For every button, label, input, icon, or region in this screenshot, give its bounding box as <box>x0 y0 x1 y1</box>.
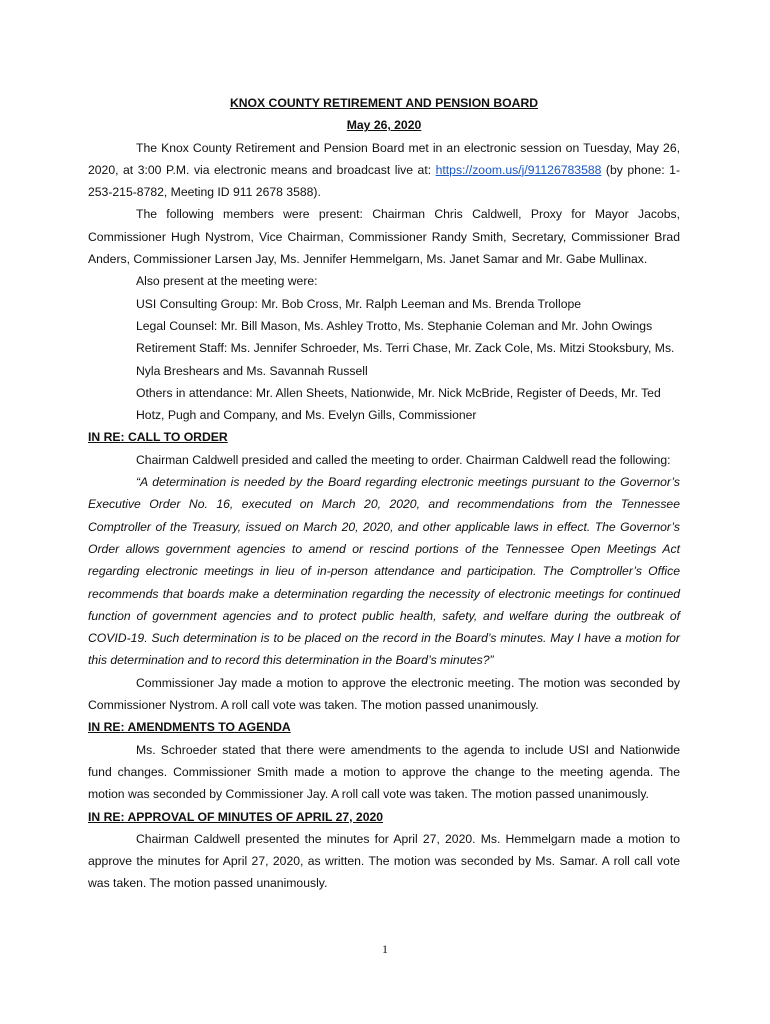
heading-call-to-order: IN RE: CALL TO ORDER <box>88 430 228 445</box>
heading-approval-of-minutes: IN RE: APPROVAL OF MINUTES OF APRIL 27, 2020 <box>88 809 384 824</box>
also-present-intro: Also present at the meeting were: <box>136 274 318 289</box>
document-page <box>88 92 680 895</box>
minutes-paragraph: Chairman Caldwell presented the minutes for April 27, 2020. Ms. Hemmelgarn made a motion to approve the minutes for April 27, 2020, as written. The motion was seconded by Ms. Samar. A roll call vote was taken. The motion passed unanimously. <box>88 831 680 891</box>
page-number: 1 <box>382 942 388 956</box>
members-present-paragraph: The following members were present: Chairman Chris Caldwell, Proxy for Mayor Jacobs, Commissioner Hugh Nystrom, Vice Chairman, Commissioner Randy Smith, Secretary, Commissioner Brad Anders, Commissioner Larsen Jay, Ms. Jennifer Hemmelgarn, Ms. Janet Samar and Mr. Gabe Mullinax. <box>88 207 680 267</box>
determination-quote: “A determination is needed by the Board regarding electronic meetings pursuant to the Governor’s Executive Order No. 16, executed on March 20, 2020, and recommendations from the Tennessee Comptroller of the Treasury, issued on March 20, 2020, and other applicable laws in effect. The Governor’s Order allows government agencies to amend or rescind portions of the Tennessee Open Meetings Act regarding electronic meetings in lieu of in-person attendance and participation. The Comptroller’s Office recommends that boards make a determination regarding the necessity of electronic meetings for continued function of government agencies and to protect public health, safety, and welfare during the outbreak of COVID-19. Such determination is to be placed on the record in the Board’s minutes. May I have a motion for this determination and to record this determination in the Board’s minutes?” <box>88 475 680 668</box>
amendments-paragraph: Ms. Schroeder stated that there were amendments to the agenda to include USI and Nationwide fund changes. Commissioner Smith made a motion to approve the change to the meeting agenda. The motion was seconded by Commissioner Jay. A roll call vote was taken. The motion passed unanimously. <box>88 742 680 802</box>
intro-phone-text: (by phone: 1-253-215-8782, Meeting ID 911 2678 3588). <box>88 162 681 200</box>
heading-amendments: IN RE: AMENDMENTS TO AGENDA <box>88 720 291 735</box>
others-attendance-line: Others in attendance: Mr. Allen Sheets, Nationwide, Mr. Nick McBride, Register of Deeds, Mr. Ted Hotz, Pugh and Company, and Ms. Evelyn Gills, Commissioner <box>136 385 661 423</box>
retirement-staff-line: Retirement Staff: Ms. Jennifer Schroeder, Ms. Terri Chase, Mr. Zack Cole, Ms. Mitzi Stooksbury, Ms. Nyla Breshears and Ms. Savannah Russell <box>136 341 675 378</box>
electronic-meeting-motion: Commissioner Jay made a motion to approve the electronic meeting. The motion was seconded by Commissioner Nystrom. A roll call vote was taken. The motion passed unanimously. <box>88 675 680 713</box>
intro-paragraph <box>88 137 680 204</box>
meeting-date: May 26, 2020 <box>346 118 422 133</box>
usi-consulting-line: USI Consulting Group: Mr. Bob Cross, Mr. Ralph Leeman and Ms. Brenda Trollope <box>136 296 582 311</box>
legal-counsel-line: Legal Counsel: Mr. Bill Mason, Ms. Ashley Trotto, Ms. Stephanie Coleman and Mr. John Owings <box>136 318 653 333</box>
zoom-link[interactable]: https://zoom.us/j/91126783588 <box>435 162 602 177</box>
document-title: KNOX COUNTY RETIREMENT AND PENSION BOARD <box>229 96 539 110</box>
intro-text: The Knox County Retirement and Pension Board met in an electronic session on Tuesday, May 26, 2020, at 3:00 P.M. via electronic means and broadcast live at: <box>88 140 680 177</box>
call-to-order-intro: Chairman Caldwell presided and called the meeting to order. Chairman Caldwell read the following: <box>136 452 671 467</box>
